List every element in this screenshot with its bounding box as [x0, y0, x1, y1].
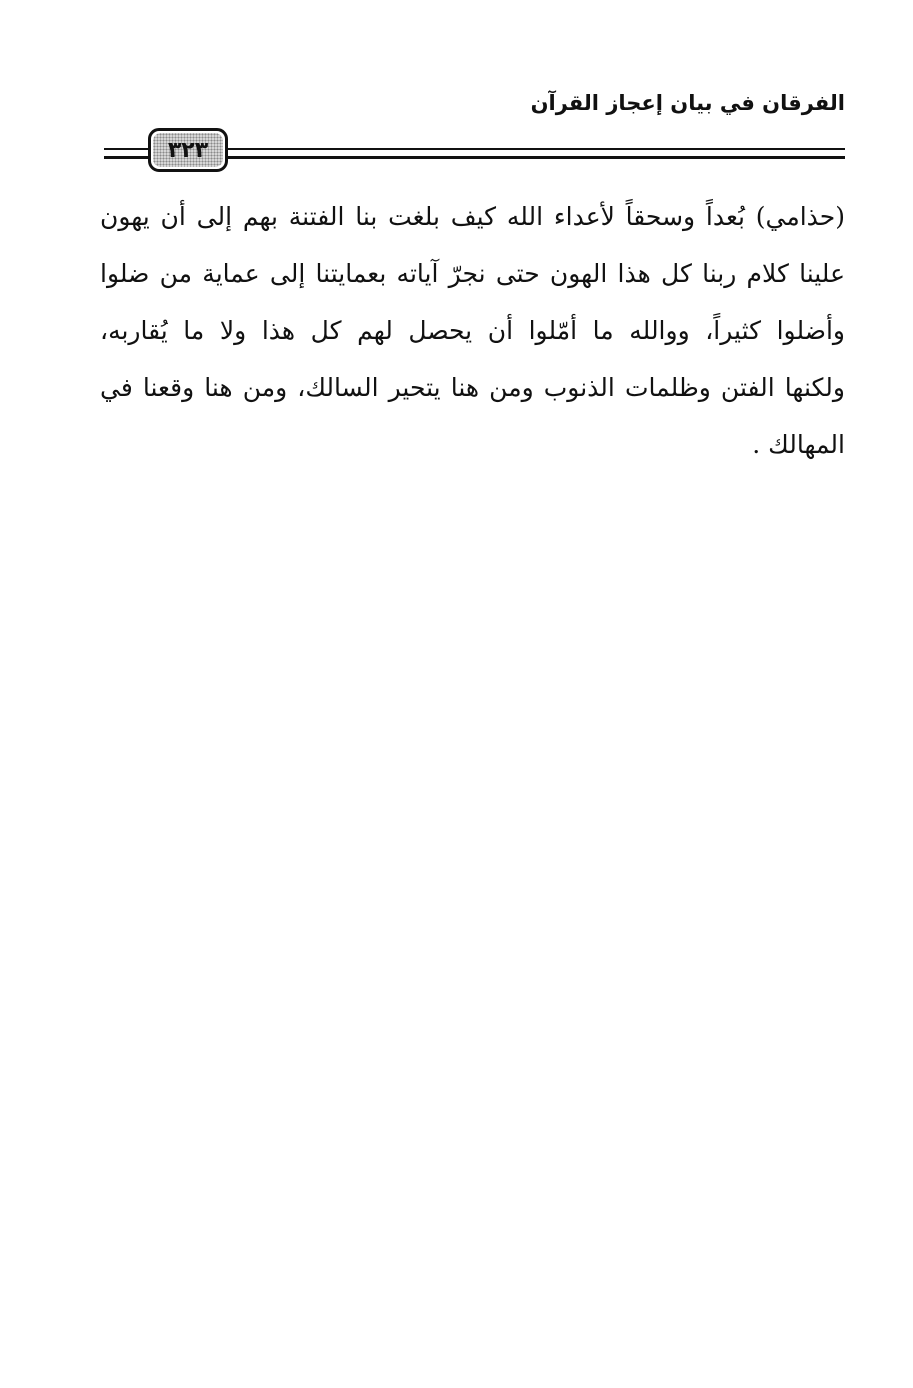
body-line: وأضلوا كثيراً، ووالله ما أمّلوا أن يحصل لهم كل هذا ولا ما يُقاربه، [100, 316, 845, 345]
running-title: الفرقان في بيان إعجاز القرآن [530, 91, 845, 115]
body-line: ولكنها الفتن وظلمات الذنوب ومن هنا يتحير السالك، ومن هنا وقعنا في [100, 373, 845, 402]
page-number-box [148, 128, 228, 172]
body-line: المهالك . [752, 430, 845, 459]
page-number: ٣٢٣ [153, 133, 223, 167]
body-line: علينا كلام ربنا كل هذا الهون حتى نجرّ آياته بعمايتنا إلى عماية من ضلوا [100, 259, 845, 288]
body-text [100, 188, 845, 473]
body-line: (حذامي) بُعداً وسحقاً لأعداء الله كيف بلغت بنا الفتنة بهم إلى أن يهون [100, 202, 845, 231]
